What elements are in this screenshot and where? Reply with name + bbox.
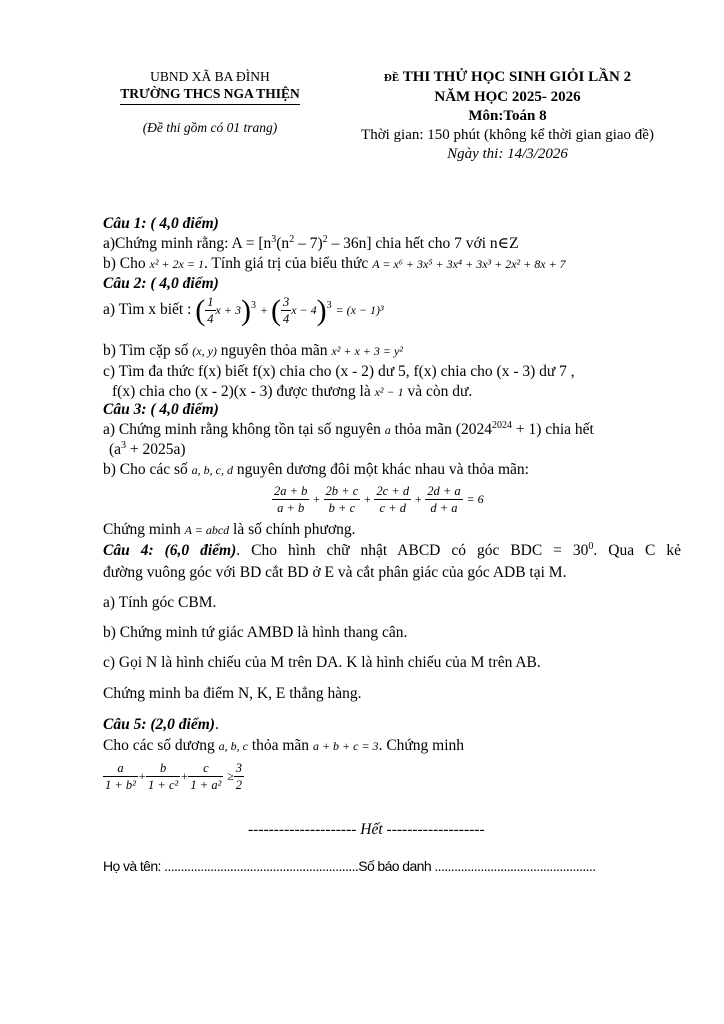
q5-statement: Cho các số dương a, b, c thỏa mãn a + b + c = 3. Chứng minh xyxy=(103,737,465,754)
exam-date: Ngày thi: 14/3/2026 xyxy=(447,146,568,162)
q2-a: a) Tìm x biết : ( $\frac{1}{4}$ x + 3)$^3$ + ( $\frac{3}{4}$ x − 4)$^3$ = (x − 1)³ xyxy=(103,294,384,327)
q3-frac: $\frac{2b + c}{b + c}$ xyxy=(325,484,359,515)
q2-b: b) Tìm cặp số (x, y) nguyên thỏa mãn x² + x + 3 = y² xyxy=(103,342,403,359)
q1-title: Câu 1: ( 4,0 điểm) xyxy=(103,215,219,232)
id-label: Số báo danh xyxy=(358,858,432,874)
exam-title: ĐỀ THI THỬ HỌC SINH GIỎI LẦN 2 xyxy=(383,69,632,85)
q5-title: Câu 5: (2,0 điểm). xyxy=(103,716,219,733)
q1-b: b) Cho x² + 2x = 1. Tính giá trị của biểu thức A = x⁶ + 3x⁵ + 3x⁴ + 3x³ + 2x² + 8x + 7 xyxy=(103,255,566,272)
q3-title: Câu 3: ( 4,0 điểm) xyxy=(103,401,219,418)
q5-frac: $\frac{b}{\text{1 + c²}}$ xyxy=(148,761,179,792)
q2-c1: c) Tìm đa thức f(x) biết f(x) chia cho (x - 2) dư 5, f(x) chia cho (x - 3) dư 7 , xyxy=(103,363,575,380)
school-year: NĂM HỌC 2025- 2026 xyxy=(434,89,581,105)
name-field: ........................................................... xyxy=(164,858,359,874)
q3-prove: Chứng minh A = abcd là số chính phương. xyxy=(103,521,356,538)
q4-d: Chứng minh ba điểm N, K, E thẳng hàng. xyxy=(103,685,362,702)
header-right xyxy=(335,68,680,164)
authority: UBND XÃ BA ĐÌNH xyxy=(150,69,270,84)
footer xyxy=(103,858,596,874)
q4-c: c) Gọi N là hình chiếu của M trên DA. K là hình chiếu của M trên AB. xyxy=(103,654,541,671)
q5-inequality: $\frac{a}{\text{1 + b²}}$ + $\frac{b}{\text{1 + c²}}$ + $\frac{c}{\text{1 + a²}}$ ≥ $\frac{3}{2}$ xyxy=(105,761,243,792)
q5-frac: $\frac{c}{\text{1 + a²}}$ xyxy=(190,761,222,792)
end-mark: --------------------- Hết ------------------- xyxy=(248,821,485,838)
id-field: ................................................. xyxy=(434,858,596,874)
q5-rhs: $\frac{3}{2}$ xyxy=(235,761,243,792)
q3-frac: $\frac{2c + d}{c + d}$ xyxy=(376,484,410,515)
page-note: (Đề thi gồm có 01 trang) xyxy=(142,120,278,135)
q3-frac: $\frac{2d + a}{d + a}$ xyxy=(427,484,461,515)
q4-intro-line2: đường vuông góc với BD cắt BD ở E và cắt phân giác của góc ADB tại M. xyxy=(103,564,567,581)
subject: Môn:Toán 8 xyxy=(468,108,547,124)
q5-frac: $\frac{a}{\text{1 + b²}}$ xyxy=(105,761,136,792)
q3-equation: $\frac{2a + b}{a + b}$ + $\frac{2b + c}{b + c}$ + $\frac{2c + d}{c + d}$ + $\frac{2d + a}{d + a}$ = 6 xyxy=(274,484,484,515)
q3-a-line2: $(a^3 + 2025a)$ xyxy=(109,439,186,458)
q4-intro: Câu 4: (6,0 điểm). Cho hình chữ nhật ABCD có góc BDC = $30^0$. Qua C kẻ xyxy=(103,540,681,559)
q4-b: b) Chứng minh tứ giác AMBD là hình thang cân. xyxy=(103,624,408,641)
q3-frac: $\frac{2a + b}{a + b}$ xyxy=(274,484,308,515)
q2-c2: f(x) chia cho (x - 2)(x - 3) được thương là x² − 1 và còn dư. xyxy=(112,383,473,400)
q1-a: a)Chứng minh rằng: $A = [n^3(n^2 - 7)^2 - 36n]$ chia hết cho 7 với n∈Z xyxy=(103,233,519,252)
exam-time: Thời gian: 150 phút (không kể thời gian giao đề) xyxy=(361,127,654,143)
header-left xyxy=(95,68,325,136)
q3-a: a) Chứng minh rằng không tồn tại số nguyên a thỏa mãn $(2024^{2024} + 1)$ chia hết xyxy=(103,419,594,438)
q2-frac-2: $\frac{3}{4}$ xyxy=(282,295,290,326)
q4-a: a) Tính góc CBM. xyxy=(103,594,217,611)
q3-b: b) Cho các số a, b, c, d nguyên dương đôi một khác nhau và thỏa mãn: xyxy=(103,461,529,478)
school-name: TRƯỜNG THCS NGA THIỆN xyxy=(120,85,299,105)
q2-title: Câu 2: ( 4,0 điểm) xyxy=(103,275,219,292)
name-label: Họ và tên: xyxy=(103,858,161,874)
q2-frac-1: $\frac{1}{4}$ xyxy=(207,295,214,326)
